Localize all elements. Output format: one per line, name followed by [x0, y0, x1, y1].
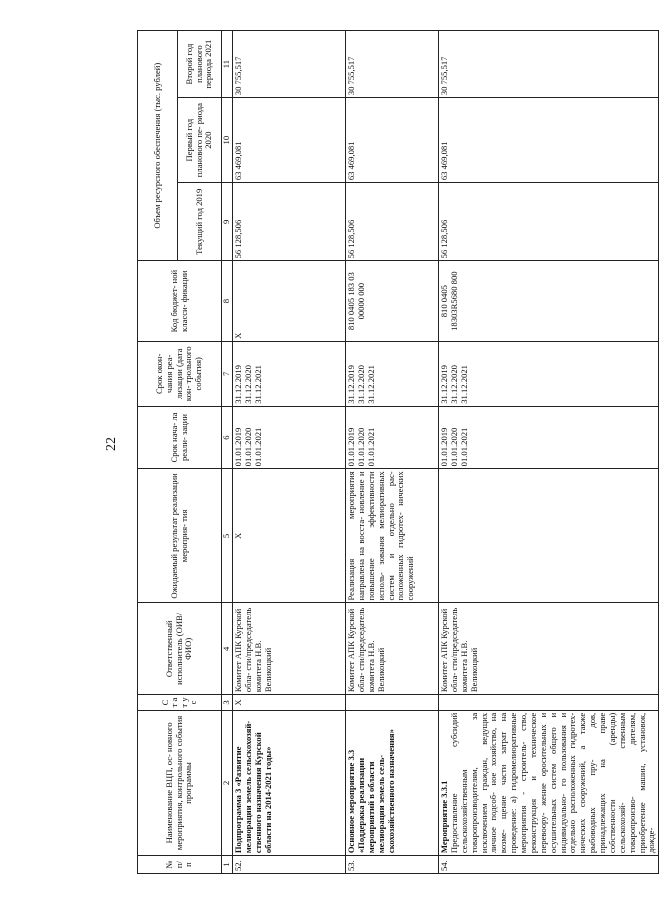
column-number: 1 — [222, 856, 233, 874]
column-number: 4 — [222, 603, 233, 695]
header-2021: Второй год планового периода 2021 — [178, 31, 222, 98]
event-funding-2021: 30 755,517 — [346, 31, 439, 98]
column-number: 11 — [222, 31, 233, 98]
program-table-sheet — [137, 30, 657, 874]
header-2019: Текущий год 2019 — [178, 183, 222, 261]
header-row — [138, 31, 178, 874]
header-number: № п/ п — [138, 856, 222, 874]
event-start: 01.01.2019 01.01.2020 01.01.2021 — [346, 406, 439, 469]
row-number: 53. — [346, 856, 439, 874]
event-name: Подпрограмма 3 «Развитие мелиорации земель сельскохозяй- ственного назначения Курской области на 2014-2021 годы» — [233, 710, 346, 855]
event-funding-2021: 30 755,517 — [233, 31, 346, 98]
page-number: 22 — [104, 437, 119, 451]
column-number: 10 — [222, 98, 233, 183]
column-number: 2 — [222, 710, 233, 855]
event-funding-2020: 63 469,081 — [439, 98, 659, 183]
header-start: Срок нача- ла реали- зации — [138, 406, 222, 469]
table-row — [346, 31, 439, 874]
event-result: Реализация мероприятия направлена на восста- новление и повышение эффективности исполь- зования мелиоративных систем и отдельно рас- положенных гидротех- нических сооружений — [346, 469, 439, 603]
event-funding-2020: 63 469,081 — [233, 98, 346, 183]
header-status: С т а т у с — [138, 695, 222, 711]
event-name: Предоставление субсидий сельскохозяйственным товаропроизводителям, за исключением граждан, ведущих личное подсоб- ное хозяйство, на возме- щение части затрат на проведение: а) гидромелиоративные мероприятия - строитель- ство, реконструкция и техническое перевоору- жение оросительных и осушительных систем общего и индивидуально- го пользования и отдельно расположенных гидротех- нических сооружений, а также рыбоводных пру- дов, принадлежащих на праве собственности (аренды) сельскохозяй- ственным товаропроизво- дителям, приобретение машин, установок, дожде- — [448, 712, 657, 854]
column-numbers-row — [222, 31, 233, 874]
program-events-table — [137, 30, 659, 874]
column-number: 7 — [222, 341, 233, 406]
event-executor: Комитет АПК Курской обла- сти/председатель комитета Н.В. Великоцкий — [346, 603, 439, 695]
header-name: Наименование ВЦП, ос- новного мероприятия, контрольного события программы — [138, 710, 222, 855]
header-executor: Ответственный исполнитель (ОИВ/ФИО) — [138, 603, 222, 695]
table-row — [439, 31, 659, 874]
event-name-title: Мероприятие 3.3.1 — [439, 780, 449, 854]
header-end: Срок окон- чания реа- лизации (дата кон- трольного события) — [138, 341, 222, 406]
event-name-cell — [439, 710, 659, 855]
column-number: 3 — [222, 695, 233, 711]
event-executor: Комитет АПК Курской обла- сти/председатель комитета Н.В. Великоцкий — [439, 603, 659, 695]
event-funding-2021: 30 755,517 — [439, 31, 659, 98]
event-executor: Комитет АПК Курской обла- сти/председатель комитета Н.В. Великоцкий — [233, 603, 346, 695]
event-start: 01.01.2019 01.01.2020 01.01.2021 — [439, 406, 659, 469]
column-number: 5 — [222, 469, 233, 603]
header-result: Ожидаемый результат реализации мероприя- тия — [138, 469, 222, 603]
event-status — [346, 695, 439, 711]
event-result — [439, 469, 659, 603]
event-funding-2019: 56 128,506 — [346, 183, 439, 261]
column-number: 6 — [222, 406, 233, 469]
event-code: Х — [233, 261, 346, 341]
event-status — [439, 695, 659, 711]
event-start: 01.01.2019 01.01.2020 01.01.2021 — [233, 406, 346, 469]
event-funding-2019: 56 128,506 — [439, 183, 659, 261]
event-funding-2020: 63 469,081 — [346, 98, 439, 183]
row-number: 54. — [439, 856, 659, 874]
column-number: 9 — [222, 183, 233, 261]
event-status: Х — [233, 695, 346, 711]
event-code: 810 0405 18303R5680 800 — [439, 261, 659, 341]
header-code: Код бюджет- ной класси- фикации — [138, 261, 222, 341]
row-number: 52. — [233, 856, 346, 874]
event-funding-2019: 56 128,506 — [233, 183, 346, 261]
header-funding-group: Объем ресурсного обеспечения (тыс. рублей) — [138, 31, 178, 261]
event-name: Основное мероприятие 3.3 «Поддержка реализации мероприятий в области мелиорации земель сель- скохозяйственного назначения» — [346, 710, 439, 855]
event-end: 31.12.2019 31.12.2020 31.12.2021 — [346, 341, 439, 406]
column-number: 8 — [222, 261, 233, 341]
event-end: 31.12.2019 31.12.2020 31.12.2021 — [233, 341, 346, 406]
table-row — [233, 31, 346, 874]
event-code: 810 0405 183 03 00000 000 — [346, 261, 439, 341]
event-result: Х — [233, 469, 346, 603]
event-end: 31.12.2019 31.12.2020 31.12.2021 — [439, 341, 659, 406]
header-2020: Первый год планового пе- риода 2020 — [178, 98, 222, 183]
